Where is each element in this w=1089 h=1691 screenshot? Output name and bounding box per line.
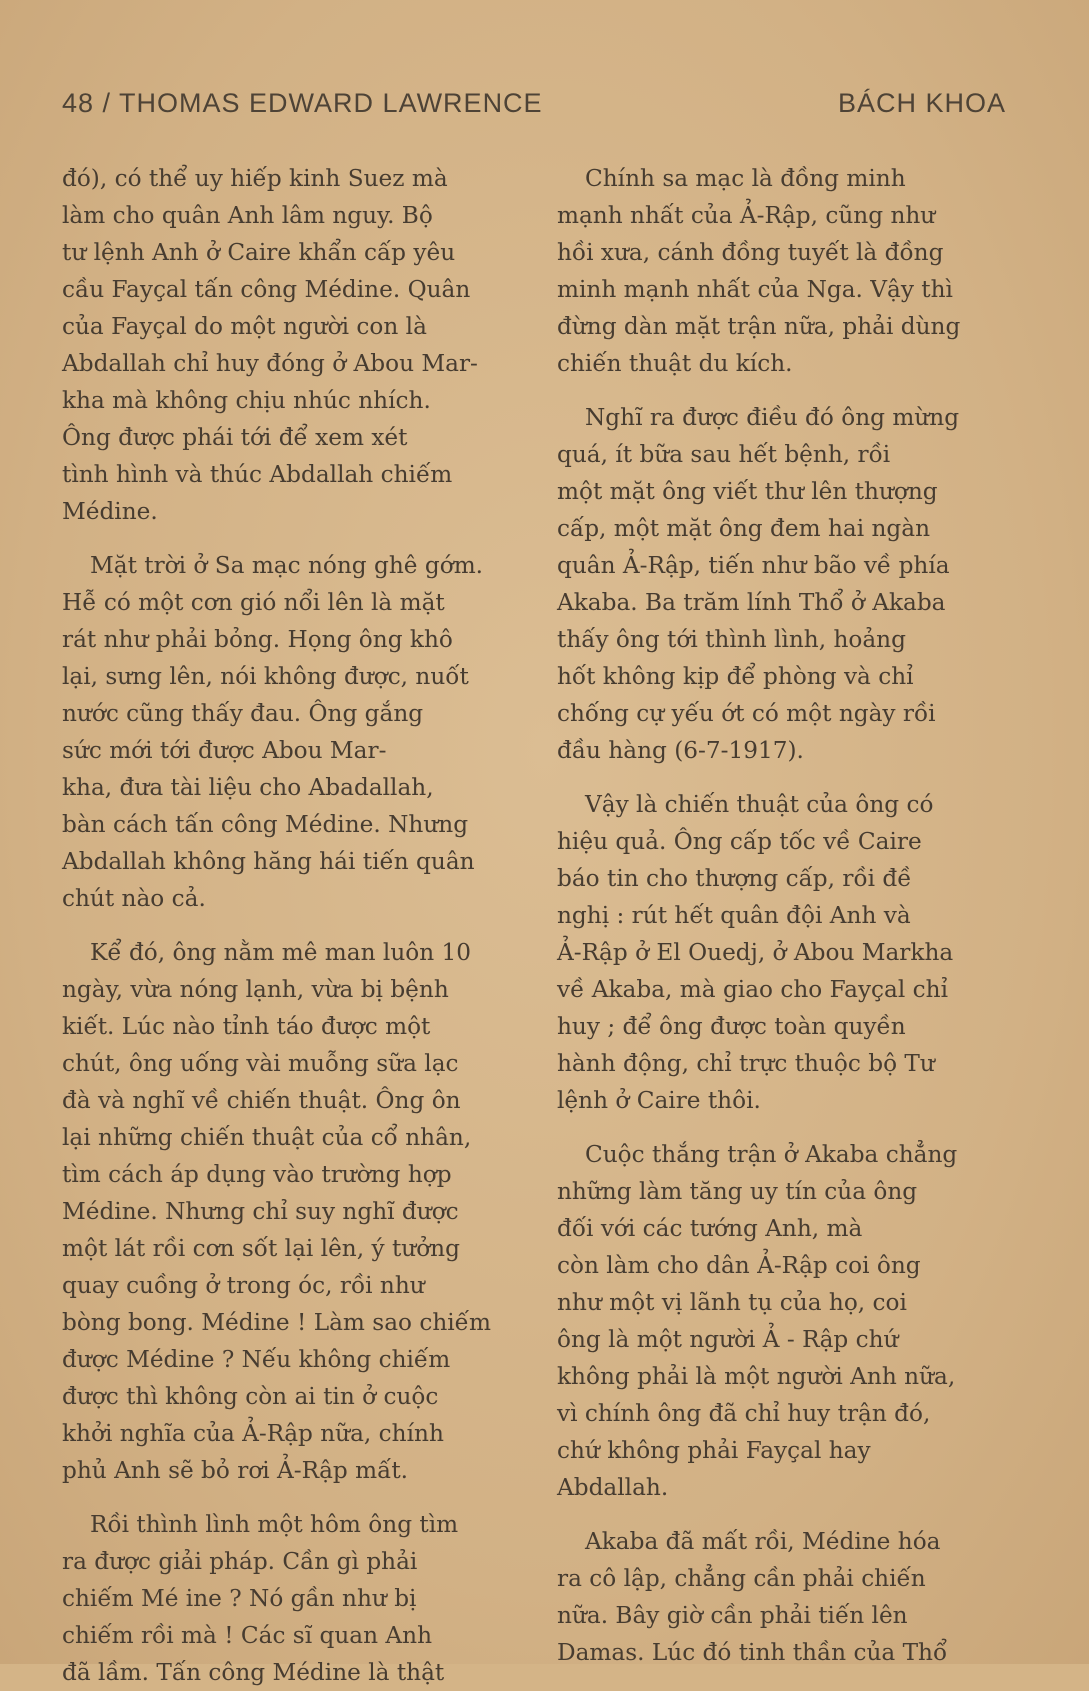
text-line: cầu Fayçal tấn công Médine. Quân	[62, 276, 471, 303]
paragraph	[62, 547, 532, 917]
text-line: thấy ông tới thình lình, hoảng	[557, 626, 906, 653]
text-line: Abdallah.	[557, 1474, 669, 1501]
text-line: ông là một người Ả - Rập chứ	[557, 1326, 899, 1353]
text-line: về Akaba, mà giao cho Fayçal chỉ	[557, 976, 948, 1003]
text-line: như một vị lãnh tụ của họ, coi	[557, 1289, 907, 1316]
text-line: Akaba đã mất rồi, Médine hóa	[585, 1528, 941, 1555]
text-line: nghị : rút hết quân đội Anh và	[557, 902, 911, 929]
text-line: của Fayçal do một người con là	[62, 313, 427, 340]
text-line: đã lầm. Tấn công Médine là thật	[62, 1659, 445, 1686]
magazine-name: BÁCH KHOA	[837, 88, 1006, 118]
page-header	[62, 88, 1031, 128]
text-line: tìm cách áp dụng vào trường hợp	[62, 1161, 452, 1188]
right-column	[557, 160, 1027, 1671]
text-line: Vậy là chiến thuật của ông có	[585, 791, 934, 818]
text-line: tư lệnh Anh ở Caire khẩn cấp yêu	[62, 239, 456, 266]
text-line: quân Ả-Rập, tiến như bão về phía	[557, 552, 950, 579]
text-line: khởi nghĩa của Ả-Rập nữa, chính	[62, 1420, 444, 1447]
text-line: hốt không kịp để phòng và chỉ	[557, 663, 914, 690]
text-line: chút, ông uống vài muỗng sữa lạc	[62, 1050, 459, 1077]
text-line: ra cô lập, chẳng cần phải chiến	[557, 1565, 926, 1592]
text-line: Damas. Lúc đó tinh thần của Thổ	[557, 1639, 948, 1666]
paragraph	[557, 1523, 1027, 1671]
left-column	[62, 160, 532, 1691]
text-line: không phải là một người Anh nữa,	[557, 1363, 956, 1390]
text-line: đừng dàn mặt trận nữa, phải dùng	[557, 313, 961, 340]
text-line: Nghĩ ra được điều đó ông mừng	[585, 404, 960, 431]
text-line: một lát rồi cơn sốt lại lên, ý tưởng	[62, 1235, 460, 1262]
text-line: Cuộc thắng trận ở Akaba chẳng	[585, 1141, 958, 1168]
text-line: được thì không còn ai tin ở cuộc	[62, 1383, 439, 1410]
text-line: còn làm cho dân Ả-Rập coi ông	[557, 1252, 921, 1279]
paragraph	[557, 786, 1027, 1119]
text-line: đối với các tướng Anh, mà	[557, 1215, 863, 1242]
text-line: hành động, chỉ trực thuộc bộ Tư	[557, 1050, 935, 1077]
text-line: báo tin cho thượng cấp, rồi đề	[557, 865, 912, 892]
text-line: ngày, vừa nóng lạnh, vừa bị bệnh	[62, 976, 449, 1003]
text-line: lệnh ở Caire thôi.	[557, 1087, 761, 1114]
paragraph	[557, 160, 1027, 382]
text-line: huy ; để ông được toàn quyền	[557, 1013, 906, 1040]
text-line: sức mới tới được Abou Mar-	[62, 737, 387, 764]
text-line: quá, ít bữa sau hết bệnh, rồi	[557, 441, 891, 468]
text-line: đó), có thể uy hiếp kinh Suez mà	[62, 165, 448, 192]
text-line: ra được giải pháp. Cần gì phải	[62, 1548, 418, 1575]
text-line: mạnh nhất của Ả-Rập, cũng như	[557, 202, 936, 229]
text-line: Akaba. Ba trăm lính Thổ ở Akaba	[557, 589, 946, 616]
text-line: tình hình và thúc Abdallah chiếm	[62, 461, 453, 488]
text-line: hồi xưa, cánh đồng tuyết là đồng	[557, 239, 944, 266]
text-line: Ông được phái tới để xem xét	[62, 424, 408, 451]
paragraph	[557, 1136, 1027, 1506]
text-line: Abdallah chỉ huy đóng ở Abou Mar-	[62, 350, 478, 377]
text-line: chiến thuật du kích.	[557, 350, 793, 377]
text-line: chiếm Mé ine ? Nó gần như bị	[62, 1585, 417, 1612]
text-line: phủ Anh sẽ bỏ rơi Ả-Rập mất.	[62, 1457, 409, 1484]
text-line: chống cự yếu ớt có một ngày rồi	[557, 700, 936, 727]
running-title: 48 / THOMAS EDWARD LAWRENCE	[62, 88, 543, 118]
text-line: quay cuồng ở trong óc, rồi như	[62, 1272, 425, 1299]
text-line: chiếm rồi mà ! Các sĩ quan Anh	[62, 1622, 433, 1649]
text-line: Chính sa mạc là đồng minh	[585, 165, 906, 192]
text-line: Kể đó, ông nằm mê man luôn 10	[90, 939, 472, 966]
text-line: một mặt ông viết thư lên thượng	[557, 478, 938, 505]
text-line: kiết. Lúc nào tỉnh táo được một	[62, 1013, 431, 1040]
text-line: kha, đưa tài liệu cho Abadallah,	[62, 774, 434, 801]
paragraph	[62, 1506, 532, 1691]
text-line: bàn cách tấn công Médine. Nhưng	[62, 811, 469, 838]
text-line: Médine.	[62, 498, 158, 525]
text-line: đà và nghĩ về chiến thuật. Ông ôn	[62, 1087, 461, 1114]
text-line: chút nào cả.	[62, 885, 206, 912]
paragraph	[62, 934, 532, 1489]
text-line: kha mà không chịu nhúc nhích.	[62, 387, 431, 414]
text-line: những làm tăng uy tín của ông	[557, 1178, 918, 1205]
text-line: Abdallah không hăng hái tiến quân	[62, 848, 475, 875]
text-line: Rồi thình lình một hôm ông tìm	[90, 1511, 459, 1538]
paragraph	[557, 399, 1027, 769]
text-line: cấp, một mặt ông đem hai ngàn	[557, 515, 931, 542]
text-line: Médine. Nhưng chỉ suy nghĩ được	[62, 1198, 459, 1225]
text-line: Mặt trời ở Sa mạc nóng ghê gớm.	[90, 552, 484, 579]
text-line: lại những chiến thuật của cổ nhân,	[62, 1124, 472, 1151]
text-line: minh mạnh nhất của Nga. Vậy thì	[557, 276, 953, 303]
text-line: chứ không phải Fayçal hay	[557, 1437, 871, 1464]
text-line: rát như phải bỏng. Họng ông khô	[62, 626, 453, 653]
text-line: nước cũng thấy đau. Ông gắng	[62, 700, 424, 727]
text-line: đầu hàng (6-7-1917).	[557, 737, 804, 764]
paragraph	[62, 160, 532, 530]
text-line: bòng bong. Médine ! Làm sao chiếm	[62, 1309, 491, 1336]
text-line: làm cho quân Anh lâm nguy. Bộ	[62, 202, 433, 229]
text-line: lại, sưng lên, nói không được, nuốt	[62, 663, 469, 690]
text-line: hiệu quả. Ông cấp tốc về Caire	[557, 828, 922, 855]
text-line: được Médine ? Nếu không chiếm	[62, 1346, 451, 1373]
text-line: nữa. Bây giờ cần phải tiến lên	[557, 1602, 908, 1629]
text-line: Ả-Rập ở El Ouedj, ở Abou Markha	[557, 939, 954, 966]
text-line: Hễ có một cơn gió nổi lên là mặt	[62, 589, 445, 616]
text-line: vì chính ông đã chỉ huy trận đó,	[557, 1400, 931, 1427]
